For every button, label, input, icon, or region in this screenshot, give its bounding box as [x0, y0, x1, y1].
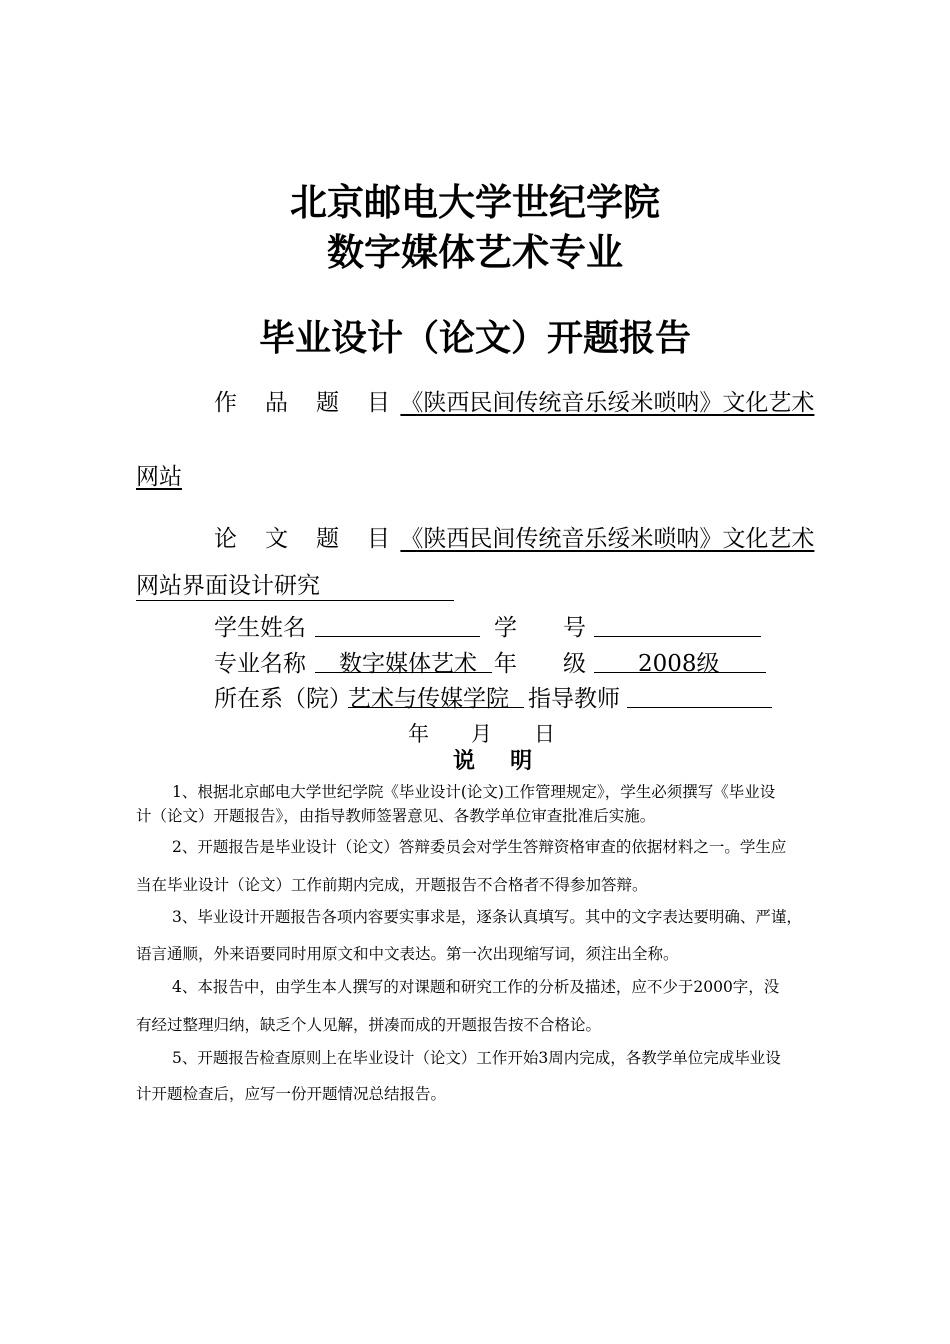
thesis-title-row — [214, 524, 814, 554]
thesis-title-underline — [136, 600, 454, 601]
instruction-3-line2: 语言通顺，外来语要同时用原文和中文表达。第一次出现缩写词，须注出全称。 — [136, 945, 679, 963]
student-id-field — [594, 636, 761, 637]
school-title: 北京邮电大学世纪学院 — [290, 181, 660, 224]
major-value: 数字媒体艺术 — [339, 651, 477, 677]
instruction-3-line1: 3、毕业设计开题报告各项内容要实事求是，逐条认真填写。其中的文字表达要明确、严谨， — [172, 908, 802, 926]
major-title: 数字媒体艺术专业 — [327, 231, 623, 274]
student-name-field — [315, 636, 480, 637]
thesis-title-label: 论 文 题 目 — [214, 526, 401, 552]
instruction-2-line2: 当在毕业设计（论文）工作前期内完成，开题报告不合格者不得参加答辩。 — [136, 876, 648, 894]
grade-value: 2008级 — [638, 651, 720, 677]
work-title-value-line2: 网站 — [136, 464, 182, 490]
grade-underline — [594, 672, 766, 673]
department-underline — [348, 707, 524, 708]
grade-label: 年 级 — [494, 651, 586, 677]
instruction-4-line2: 有经过整理归纳，缺乏个人见解，拼凑而成的开题报告按不合格论。 — [136, 1016, 602, 1034]
thesis-title-value-line1: 《陕西民间传统音乐绥米唢呐》文化艺术 — [400, 526, 815, 552]
advisor-field — [627, 707, 772, 708]
date-line: 年 月 日 — [408, 722, 555, 746]
instructions-heading: 说明 — [452, 749, 568, 774]
instruction-1-line1: 1、根据北京邮电大学世纪学院《毕业设计(论文)工作管理规定》，学生必须撰写《毕业设 — [172, 783, 776, 801]
major-label: 专业名称 — [214, 651, 306, 677]
instruction-5-line1: 5、开题报告检查原则上在毕业设计（论文）工作开始3周内完成，各教学单位完成毕业设 — [172, 1049, 781, 1067]
report-title: 毕业设计（论文）开题报告 — [258, 318, 691, 359]
instruction-5-line2: 计开题检查后，应写一份开题情况总结报告。 — [136, 1085, 447, 1103]
instruction-2-line1: 2、开题报告是毕业设计（论文）答辩委员会对学生答辩资格审查的依据材料之一。学生应 — [172, 838, 787, 856]
instruction-1-line2: 计（论文）开题报告》，由指导教师签署意见、各教学单位审查批准后实施。 — [136, 807, 656, 825]
student-id-label: 学 号 — [494, 615, 586, 641]
work-title-label: 作 品 题 目 — [214, 390, 401, 416]
department-label: 所在系（院） — [214, 686, 352, 712]
major-underline — [315, 672, 492, 673]
instruction-4-line1: 4、本报告中，由学生本人撰写的对课题和研究工作的分析及描述，应不少于2000字，没 — [172, 978, 780, 996]
work-title-value-line1: 《陕西民间传统音乐绥米唢呐》文化艺术 — [400, 390, 815, 416]
student-name-label: 学生姓名 — [214, 615, 306, 641]
thesis-title-value-line2: 网站界面设计研究 — [136, 573, 320, 599]
work-title-row — [214, 388, 814, 418]
advisor-label: 指导教师 — [528, 686, 620, 712]
department-value: 艺术与传媒学院 — [348, 686, 509, 712]
